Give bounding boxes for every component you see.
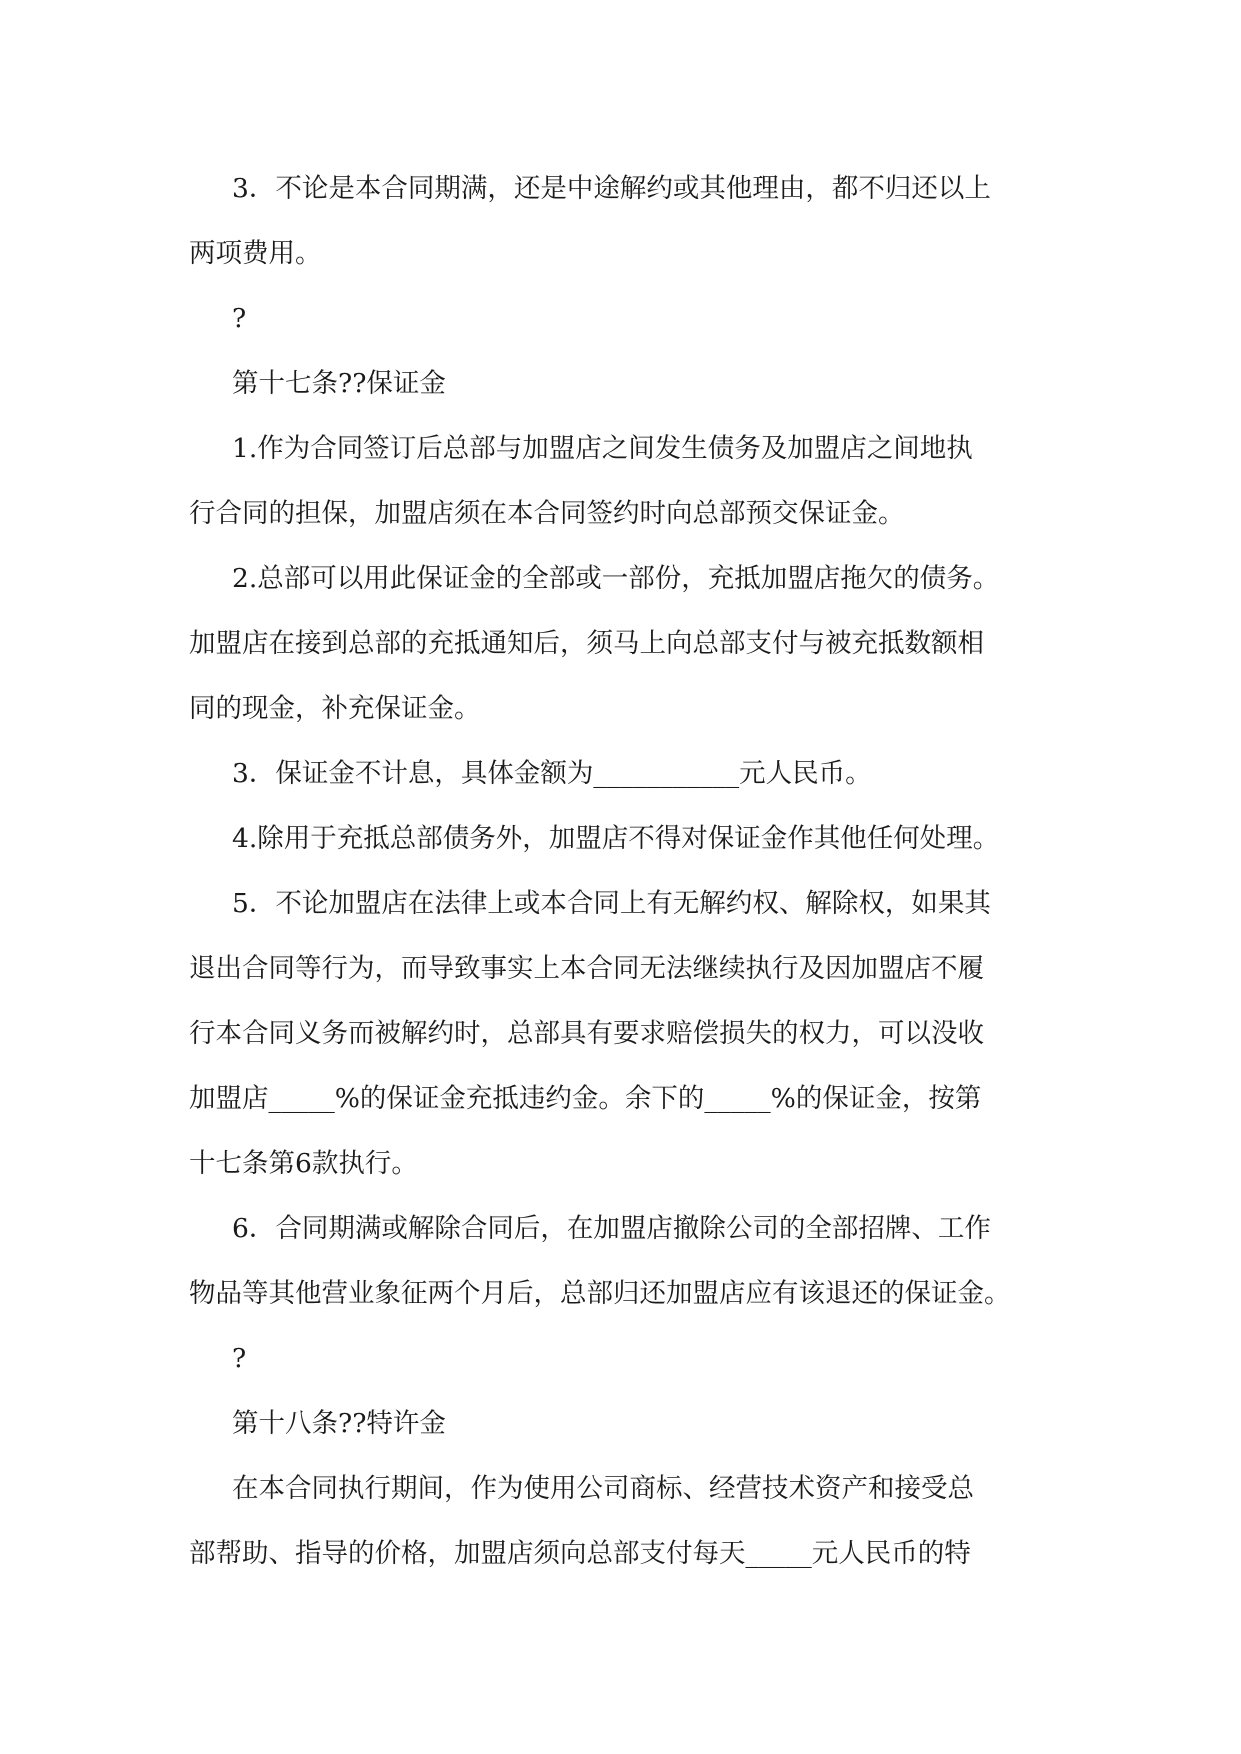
text-line: 2.总部可以用此保证金的全部或一部份，充抵加盟店拖欠的债务。 (232, 563, 1000, 594)
text-line: 6．合同期满或解除合同后，在加盟店撤除公司的全部招牌、工作 (232, 1213, 991, 1244)
document-body (189, 156, 1064, 1586)
text-line: 退出合同等行为，而导致事实上本合同无法继续执行及因加盟店不履 (189, 953, 984, 984)
text-line: 3．保证金不计息，具体金额为___________元人民币。 (232, 758, 872, 789)
text-line: 1.作为合同签订后总部与加盟店之间发生债务及加盟店之间地执 (232, 433, 973, 464)
text-line: ? (232, 303, 247, 334)
text-line: 行本合同义务而被解约时，总部具有要求赔偿损失的权力，可以没收 (189, 1018, 984, 1049)
text-line: ? (232, 1343, 247, 1374)
text-line: 在本合同执行期间，作为使用公司商标、经营技术资产和接受总 (232, 1473, 974, 1504)
text-line: 十七条第6款执行。 (189, 1148, 418, 1179)
text-line: 部帮助、指导的价格，加盟店须向总部支付每天_____元人民币的特 (189, 1538, 971, 1569)
article-heading: 第十七条??保证金 (232, 368, 446, 399)
text-line: 4.除用于充抵总部债务外，加盟店不得对保证金作其他任何处理。 (232, 823, 1000, 854)
text-line: 同的现金，补充保证金。 (189, 693, 481, 724)
article-heading: 第十八条??特许金 (232, 1408, 446, 1439)
text-line: 3．不论是本合同期满，还是中途解约或其他理由，都不归还以上 (232, 173, 991, 204)
text-line: 加盟店在接到总部的充抵通知后，须马上向总部支付与被充抵数额相 (189, 628, 984, 659)
text-line: 行合同的担保，加盟店须在本合同签约时向总部预交保证金。 (189, 498, 905, 529)
text-line: 5．不论加盟店在法律上或本合同上有无解约权、解除权，如果其 (232, 888, 991, 919)
text-line: 两项费用。 (189, 238, 322, 269)
text-line: 物品等其他营业象征两个月后，总部归还加盟店应有该退还的保证金。 (189, 1278, 1011, 1309)
text-line: 加盟店_____%的保证金充抵违约金。余下的_____%的保证金，按第 (189, 1083, 982, 1114)
